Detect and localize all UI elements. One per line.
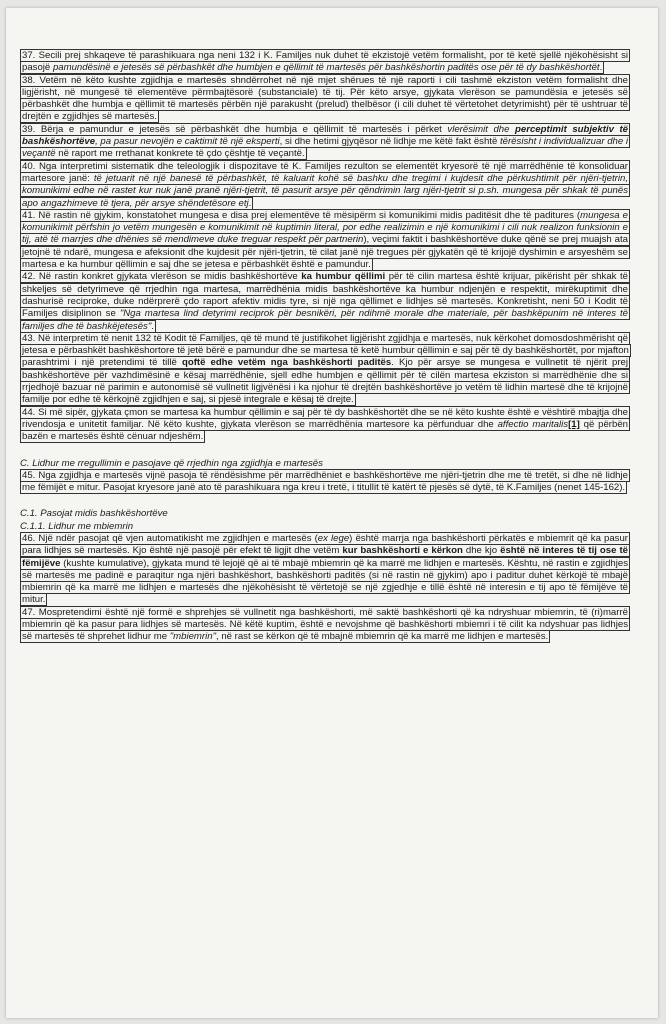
paragraph-p43 <box>20 333 630 407</box>
numbered-paragraphs <box>20 50 630 444</box>
paragraph-p37 <box>20 50 630 75</box>
text-segment: perceptimit subjektiv të bashkëshortëve <box>22 123 628 148</box>
paragraph-text <box>20 209 630 271</box>
text-segment: mungesa e komunikimit përfshin jo vetëm mungesën e komunikimit në kuptimin literal, por edhe realizimin e një komunikimi i cili nuk realizon funksionin e tij, atë të marrjes dhe dhënies së mendimeve duke treguar respekt për partnerin <box>22 209 628 246</box>
paragraph-text <box>20 532 630 606</box>
document-body <box>20 50 630 644</box>
section-c1-heading-text: C.1. Pasojat midis bashkëshortëve <box>20 508 168 520</box>
section-c1-heading <box>20 508 630 520</box>
text-segment: 40. Nga interpretimi sistematik dhe teleologjik i dispozitave të K. Familjes rezulton se elementët kryesorë të një marrëdhënie të konsoliduar martesore janë: <box>22 160 628 184</box>
paragraph-p38 <box>20 75 630 124</box>
text-segment: është në interes të tij ose të fëmijëve <box>22 545 628 569</box>
text-segment: 45. Nga zgjidhja e martesës vijnë pasoja të rëndësishme për marrëdhëniet e bashkëshortëve me njëri-tjetrin dhe me të tretët, si dhe në lidhje me fëmijët e mitur. Pasojat kryesore janë ato të parashikuara nga kreu i tretë, i titullit të katërt të pjesës së dytë, të K.Familjes (nenet 145-162). <box>22 469 628 494</box>
text-segment: "mbiemrin" <box>169 631 216 643</box>
section-c-paragraphs <box>20 470 630 495</box>
paragraph-p46 <box>20 533 630 607</box>
document-page <box>6 8 658 1018</box>
text-segment: "Nga martesa lind detyrimi reciprok për besnikëri, për ndihmë morale dhe materiale, për bashkëpunim në interes të familjes dhe të bashkëjetesës" <box>22 308 629 332</box>
paragraph-text <box>20 332 631 406</box>
paragraph-text <box>20 469 630 494</box>
text-segment: 42. Në rastin konkret gjykata vlerëson se midis bashkëshortëve <box>22 271 302 283</box>
text-segment: kur bashkëshorti e kërkon <box>342 545 463 557</box>
paragraph-text <box>20 74 630 124</box>
text-segment: , pa pasur nevojën e caktimit të një eksperti <box>95 136 280 148</box>
paragraph-text <box>20 406 630 444</box>
text-segment: 43. Në interpretim të nenit 132 të Kodit të Familjes, që të mund të justifikohet ligjërisht zgjidhja e martesës, nuk kërkohet domosdoshmërisht që jetesa e përbashkët bashkëshortore të jetë bërë e pamundur dhe se martesa të ketë humbur qëllimin e saj për të dy bashkëshortët, por mjafton parashtrimi i një pretendimi të tillë <box>22 332 629 369</box>
section-gap <box>20 494 630 508</box>
text-segment: ) është marrja nga bashkëshorti përkatës e mbiemrit që ka pasur para lidhjes së martesës. Kjo është një pasojë për efekt të ligjit dhe vetëm <box>22 532 628 557</box>
paragraph-text <box>20 606 630 644</box>
text-segment: . <box>151 320 154 332</box>
paragraph-p45 <box>20 470 630 495</box>
text-segment: në raport me rrethanat konkrete të çdo çështje të veçantë. <box>55 148 305 160</box>
text-segment: . <box>599 62 603 74</box>
section-gap <box>20 444 630 458</box>
text-segment: vlerësimit dhe <box>447 123 516 135</box>
text-segment: 41. Në rastin në gjykim, konstatohet mungesa e disa prej elementëve të mësipërm si komunikimi midis paditësit dhe të paditures ( <box>22 209 581 221</box>
text-segment: . Kjo për arsye se mungesa e vullnetit të njërit prej bashkëshortëve për vazhdimësinë e kësaj marrëdhënie, sjell edhe humbjen e qëllimit për të cilën martesa ekziston si marrëdhënie dhe si rrjedhojë bazuar në parimin e autonomisë së vullnetit ligjvënësi i ka njohur të drejtën bashkëshortëve jo vetëm të lidhin martesë dhe të krijojnë familje por edhe të kërkojnë zgjidhjen e saj, si pjesë integrale e kësaj të drejte. <box>22 357 628 406</box>
paragraph-p39 <box>20 124 630 161</box>
text-segment: që përbën bazën e martesës është cënuar ndjeshëm. <box>22 418 629 443</box>
text-segment: tërësisht i individualizuar dhe i veçantë <box>22 136 629 160</box>
text-segment: 38. Vetëm në këto kushte zgjidhja e martesës shndërrohet në një mjet shërues të një raporti i cili tashmë ekziston vetëm formalisht dhe ligjërisht, në mungesë të elementëve përmbajtësorë (substanciale) të tij. Për këto arsye, gjykata vlerëson se pamundësia e jetesës së përbashkët dhe humbja e qëllimit të martesës përbën një parakusht (prelud) thelbësor (i cili duhet të vërtetohet detyrimisht) për të ushtruar të drejtën e zgjidhjes së martesës. <box>22 74 628 123</box>
paragraph-text <box>20 160 630 210</box>
text-segment: të jetuarit në një banesë të përbashkët, të kaluarit kohë së bashku dhe tregimi i kujdesit dhe përkushtimit për njëri-tjetrin, komunikimi edhe në rastet kur nuk janë pranë njëri-tjetrit, të pasurit arsye për qëndrimin larg njëri-tjetrit si p.sh. mungesa për shkak të punës apo angazhimeve të tjera, për arsye shëndetësore etj <box>22 172 628 209</box>
section-c-heading <box>20 458 630 470</box>
paragraph-p44 <box>20 407 630 444</box>
text-segment: 39. Bërja e pamundur e jetesës së përbashkët dhe humbja e qëllimit të martesës i përket <box>22 123 448 135</box>
text-segment: , në rast se kërkon që të mbajnë mbiemrin që ka marrë me lidhjen e martesës. <box>215 631 549 643</box>
text-segment: affectio maritalis <box>497 418 569 430</box>
section-c11-subheading-text: C.1.1. Lidhur me mbiemrin <box>20 520 134 532</box>
paragraph-text <box>20 270 630 332</box>
text-segment: 46. Një ndër pasojat që vjen automatikisht me zgjidhjen e martesës ( <box>22 532 318 544</box>
paragraph-text <box>20 49 630 74</box>
paragraph-p40 <box>20 161 630 210</box>
section-c-heading-text: C. Lidhur me rregullimin e pasojave që rrjedhin nga zgjidhja e martesës <box>20 457 323 469</box>
text-segment: 47. Mospretendimi është një formë e shprehjes së vullnetit nga bashkëshorti, më saktë bashkëshorti që ka ndryshuar mbiemrin, të (ri)marrë mbiemrin që ka pasur para lidhjes së martesës. Në këtë kuptim, është e nevojshme që bashkëshorti mbiemri i të cilit ka ndyshuar pas lidhjes së martesës të shprehet lidhur me <box>22 606 628 643</box>
text-segment: pamundësinë e jetesës së përbashkët dhe humbjen e qëllimit të martesës për bashkëshortin paditës ose për të dy bashkëshortët <box>52 62 600 74</box>
text-segment: për të cilin martesa është krijuar, pikërisht për shkak të shkeljes së detyrimeve që rrjedhin nga martesa, marrëdhënia midis bashkëshortëve ka humbur ndjenjën e respektit, mirëkuptimit dhe dashurisë reciproke, duke ndërprerë çdo raport afektiv midis tyre, si një nga qëllimet e lidhjes së martesës. Konkretisht, neni 50 i Kodit të Familjes disiplinon se <box>22 271 628 320</box>
text-segment: . <box>248 197 252 209</box>
text-segment: 37. Secili prej shkaqeve të parashikuara nga neni 132 i K. Familjes nuk duhet të ekzistojë vetëm formalisht, por të ketë sjellë njëkohësisht si pasojë <box>22 50 628 74</box>
section-c1-paragraphs <box>20 533 630 644</box>
text-segment: dhe kjo <box>462 545 501 557</box>
text-segment: qoftë edhe vetëm nga bashkëshorti paditës <box>181 357 392 369</box>
text-segment: (kushte kumulative), gjykata mund të lejojë që ai të mbajë mbiemrin që ka marrë me lidhjen e martesës. Kështu, në rastin e zgjidhjes së martesës me padinë e paraqitur nga njëri bashkëshort, bashkëshorti paditës (si në rastin në gjykim) apo i paditur duhet kërkojë të mbajë mbiemrin që ka marrë me lidhjen e martesës dhe njëkohësisht të vërtetojë se një zgjedhje e tillë është në interesin e tij apo të fëmijëve të mitur. <box>22 557 628 606</box>
paragraph-p42 <box>20 271 630 332</box>
text-segment: 44. Si më sipër, gjykata çmon se martesa ka humbur qëllimin e saj për të dy bashkëshortët dhe se në këto kushte është e vështirë mbajtja dhe rivendosja e unitetit familjar. Në këto kushte, gjykata vlerëson se marrëdhënia martesore ka përfunduar dhe <box>22 406 628 430</box>
text-segment: ka humbur qëllimi <box>301 271 386 283</box>
paragraph-text <box>20 123 630 161</box>
text-segment: , si dhe hetimi gjyqësor në lidhje me këtë fakt është <box>279 136 500 148</box>
paragraph-p41 <box>20 210 630 271</box>
text-segment: ), veçimi faktit i bashkëshortëve duke qënë se prej muajsh ata jetojnë të ndarë, mungesa e afeksionit dhe kujdesit për njëri-tjetrin, të cilat janë një tregues për gjykatën që të krijojë dyshimin e arsyeshëm se martesa e ka humbur qëllimin e saj dhe se jetesa e përbashkët është e pamundur. <box>22 234 628 271</box>
text-segment: ex lege <box>317 532 350 544</box>
footnote-ref[interactable]: [1] <box>568 418 580 430</box>
paragraph-p47 <box>20 607 630 644</box>
